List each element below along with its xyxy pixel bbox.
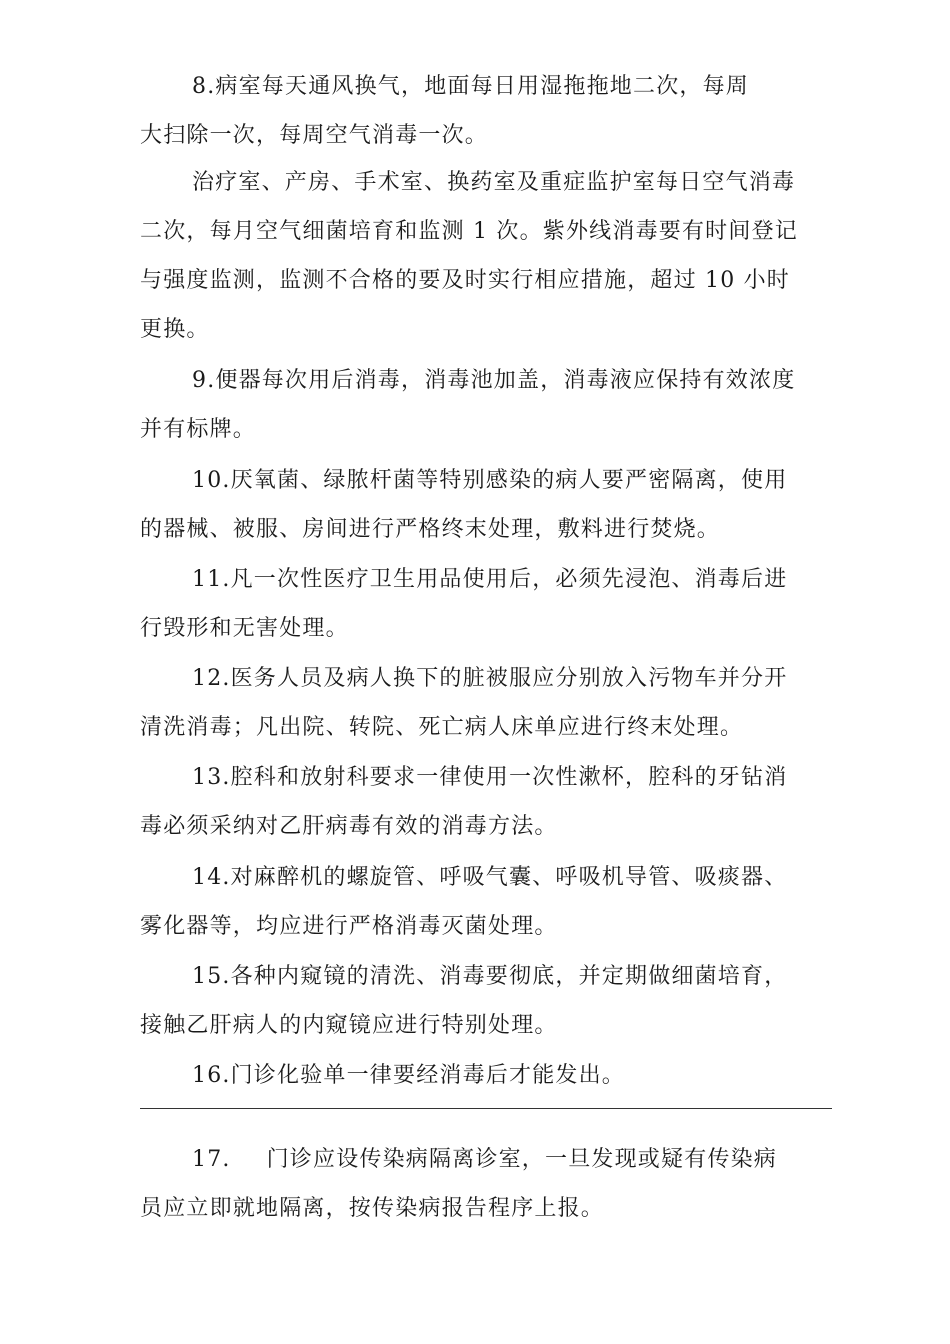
- paragraph-line: 治疗室、产房、手术室、换药室及重症监护室每日空气消毒: [192, 170, 796, 195]
- paragraph-15: [140, 952, 787, 1050]
- paragraph-line: 大扫除一次，每周空气消毒一次。: [140, 123, 489, 148]
- paragraph-line: 8.病室每天通风换气，地面每日用湿拖拖地二次，每周: [192, 74, 749, 99]
- paragraph-line: 行毁形和无害处理。: [140, 616, 349, 641]
- paragraph-10: [140, 456, 787, 554]
- paragraph-line: 毒必须采纳对乙肝病毒有效的消毒方法。: [140, 814, 558, 839]
- paragraph-8-continued: [140, 158, 798, 354]
- paragraph-line: 13.腔科和放射科要求一律使用一次性漱杯，腔科的牙钻消: [192, 765, 788, 790]
- paragraph-line: 12.医务人员及病人换下的脏被服应分别放入污物车并分开: [192, 666, 788, 691]
- paragraph-16: [140, 1051, 625, 1100]
- paragraph-8: [140, 62, 749, 160]
- paragraph-line: 14.对麻醉机的螺旋管、呼吸气囊、呼吸机导管、吸痰器、: [192, 865, 788, 890]
- paragraph-14: [140, 853, 787, 951]
- horizontal-divider: [140, 1108, 832, 1109]
- paragraph-line: 二次，每月空气细菌培育和监测 1 次。紫外线消毒要有时间登记: [140, 219, 798, 244]
- item-number: 17.: [192, 1147, 231, 1172]
- paragraph-line: 雾化器等，均应进行严格消毒灭菌处理。: [140, 914, 558, 939]
- item-text: 门诊应设传染病隔离诊室，一旦发现或疑有传染病: [266, 1147, 777, 1172]
- paragraph-line: 更换。: [140, 317, 210, 342]
- paragraph-line: 16.门诊化验单一律要经消毒后才能发出。: [192, 1063, 625, 1088]
- paragraph-line: 接触乙肝病人的内窥镜应进行特别处理。: [140, 1013, 558, 1038]
- paragraph-line: 的器械、被服、房间进行严格终末处理，敷料进行焚烧。: [140, 517, 721, 542]
- paragraph-11: [140, 555, 787, 653]
- paragraph-line: 9.便器每次用后消毒，消毒池加盖，消毒液应保持有效浓度: [192, 368, 796, 393]
- paragraph-line: 并有标牌。: [140, 417, 257, 442]
- paragraph-line: 员应立即就地隔离，按传染病报告程序上报。: [140, 1196, 605, 1221]
- paragraph-line: 10.厌氧菌、绿脓杆菌等特别感染的病人要严密隔离，使用: [192, 468, 788, 493]
- paragraph-line: 11.凡一次性医疗卫生用品使用后，必须先浸泡、消毒后进: [192, 567, 788, 592]
- paragraph-12: [140, 654, 787, 752]
- paragraph-17: [140, 1135, 777, 1233]
- paragraph-13: [140, 753, 787, 851]
- paragraph-line: 与强度监测，监测不合格的要及时实行相应措施，超过 10 小时: [140, 268, 790, 293]
- paragraph-line: 清洗消毒；凡出院、转院、死亡病人床单应进行终末处理。: [140, 715, 744, 740]
- paragraph-line: 15.各种内窥镜的清洗、消毒要彻底，并定期做细菌培育，: [192, 964, 788, 989]
- paragraph-9: [140, 356, 795, 454]
- paragraph-line: [140, 1135, 777, 1184]
